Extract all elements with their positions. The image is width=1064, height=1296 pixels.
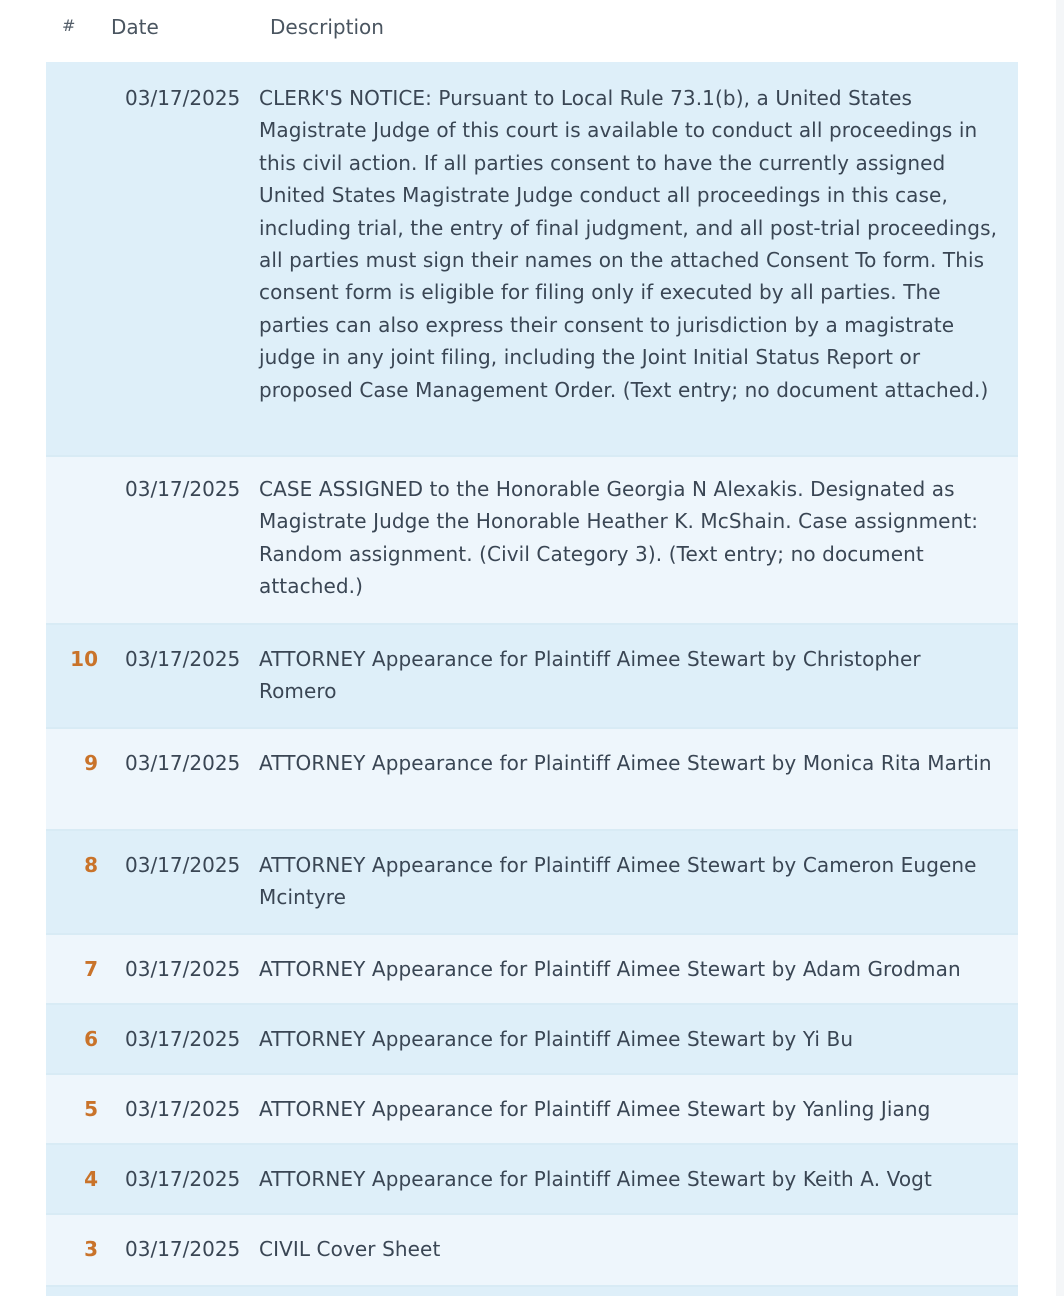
entry-number-link[interactable]: 4 bbox=[84, 1167, 98, 1191]
entry-date: 03/17/2025 bbox=[125, 853, 241, 877]
entry-number-link[interactable]: 6 bbox=[84, 1027, 98, 1051]
entry-description: ATTORNEY Appearance for Plaintiff Aimee Stewart by Yi Bu bbox=[259, 1027, 854, 1051]
entry-date: 03/17/2025 bbox=[125, 957, 241, 981]
docket-entry-row[interactable] bbox=[46, 1075, 1018, 1145]
entry-date: 03/17/2025 bbox=[125, 477, 241, 501]
column-header-description[interactable]: Description bbox=[270, 15, 384, 39]
entry-date: 03/17/2025 bbox=[125, 1027, 241, 1051]
entry-description: ATTORNEY Appearance for Plaintiff Aimee Stewart by Adam Grodman bbox=[259, 957, 961, 981]
entry-description: CASE ASSIGNED to the Honorable Georgia N Alexakis. Designated as Magistrate Judge the Honorable Heather K. McShain. Case assignment: Random assignment. (Civil Category 3). (Text entry; no document attached.) bbox=[259, 477, 979, 599]
column-header-number[interactable]: # bbox=[62, 16, 76, 35]
entry-description: ATTORNEY Appearance for Plaintiff Aimee Stewart by Cameron Eugene Mcintyre bbox=[259, 853, 977, 910]
entry-description: CLERK'S NOTICE: Pursuant to Local Rule 73.1(b), a United States Magistrate Judge of this court is available to conduct all proceedings in this civil action. If all parties consent to have the currently assigned United States Magistrate Judge conduct all proceedings in this case, including trial, the entry of final judgment, and all post-trial proceedings, all parties must sign their names on the attached Consent To form. This consent form is eligible for filing only if executed by all parties. The parties can also express their consent to jurisdiction by a magistrate judge in any joint filing, including the Joint Initial Status Report or proposed Case Management Order. (Text entry; no document attached.) bbox=[259, 86, 998, 402]
docket-entry-row[interactable] bbox=[46, 625, 1018, 729]
entry-date: 03/17/2025 bbox=[125, 86, 241, 110]
entry-number-link[interactable]: 10 bbox=[70, 647, 98, 671]
entry-date: 03/17/2025 bbox=[125, 1097, 241, 1121]
entry-date: 03/17/2025 bbox=[125, 1237, 241, 1261]
docket-entry-row[interactable] bbox=[46, 1005, 1018, 1075]
docket-entry-row[interactable] bbox=[46, 457, 1018, 625]
docket-entry-row[interactable] bbox=[46, 935, 1018, 1005]
entry-number-link[interactable]: 3 bbox=[84, 1237, 98, 1261]
entry-description: ATTORNEY Appearance for Plaintiff Aimee Stewart by Christopher Romero bbox=[259, 647, 921, 704]
docket-entry-row-partial bbox=[46, 1287, 1018, 1296]
column-header-date[interactable]: Date bbox=[111, 15, 159, 39]
entry-description: ATTORNEY Appearance for Plaintiff Aimee Stewart by Monica Rita Martin bbox=[259, 751, 992, 775]
entry-number-link[interactable]: 9 bbox=[84, 751, 98, 775]
entry-description: ATTORNEY Appearance for Plaintiff Aimee Stewart by Keith A. Vogt bbox=[259, 1167, 932, 1191]
docket-entry-row[interactable] bbox=[46, 1145, 1018, 1215]
docket-table-header bbox=[0, 0, 1064, 62]
entry-description: ATTORNEY Appearance for Plaintiff Aimee Stewart by Yanling Jiang bbox=[259, 1097, 931, 1121]
docket-entry-row[interactable] bbox=[46, 729, 1018, 831]
entry-date: 03/17/2025 bbox=[125, 1167, 241, 1191]
docket-entry-row[interactable] bbox=[46, 1215, 1018, 1287]
docket-entry-row[interactable] bbox=[46, 831, 1018, 935]
entry-number-link[interactable]: 8 bbox=[84, 853, 98, 877]
entry-number-link[interactable]: 7 bbox=[84, 957, 98, 981]
docket-entry-row[interactable] bbox=[46, 62, 1018, 457]
entry-description: CIVIL Cover Sheet bbox=[259, 1237, 441, 1261]
vertical-scrollbar[interactable] bbox=[1056, 0, 1064, 1296]
docket-table bbox=[46, 62, 1018, 1296]
entry-number-link[interactable]: 5 bbox=[84, 1097, 98, 1121]
entry-date: 03/17/2025 bbox=[125, 647, 241, 671]
entry-date: 03/17/2025 bbox=[125, 751, 241, 775]
